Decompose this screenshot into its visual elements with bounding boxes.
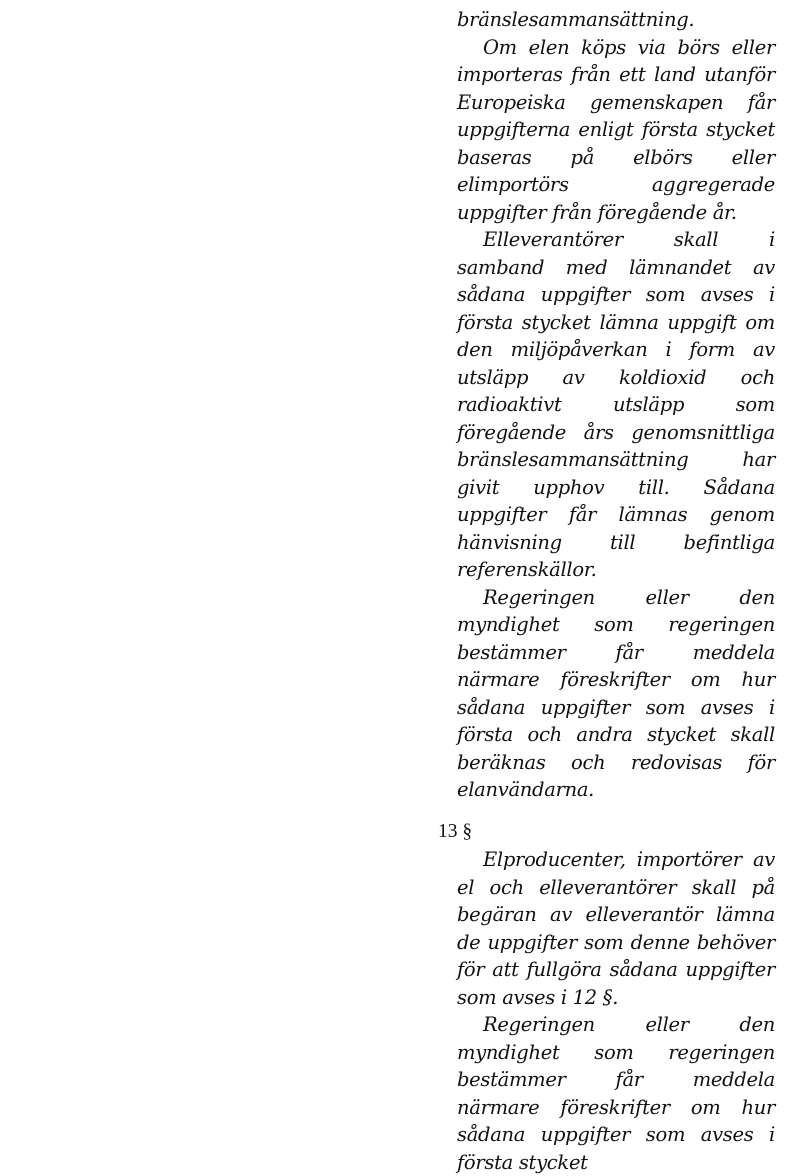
paragraph-government-regulations: Regeringen eller den myndighet som regeringen bestämmer får meddela närmare föreskrifter om hur sådana uppgifter som avses i första och andra stycket skall beräknas och redovisas för elanvändarna. — [457, 585, 775, 801]
continued-fragment: bränslesammansättning. — [457, 8, 695, 31]
section-number-label: 13 § — [438, 821, 473, 842]
paragraph-import-via-exchange: Om elen köps via börs eller importeras från ett land utanför Europeiska gemenskapen får uppgifterna enligt första stycket baseras på elbörs eller elimportörs aggregerade uppgifter från föregående år. — [457, 35, 775, 224]
text-column-top — [457, 6, 775, 804]
text-column-section-13 — [457, 846, 775, 1176]
paragraph-environmental-impact: Elleverantörer skall i samband med lämnandet av sådana uppgifter som avses i första stycket lämna uppgift om den miljöpåverkan i form av utsläpp av koldioxid och radioaktivt utsläpp som föregående års genomsnittliga bränslesammansättning har givit upphov till. Sådana uppgifter får lämnas genom hänvisning till befintliga referenskällor. — [457, 228, 775, 581]
paragraph-government-regulations-section-13: Regeringen eller den myndighet som regeringen bestämmer får meddela närmare föreskrifter om hur sådana uppgifter som avses i första stycket — [457, 1013, 775, 1174]
paragraph-producers-obligation: Elproducenter, importörer av el och elleverantörer skall på begäran av elleverantör lämna de uppgifter som denne behöver för att fullgöra sådana uppgifter som avses i 12 §. — [457, 848, 775, 1009]
